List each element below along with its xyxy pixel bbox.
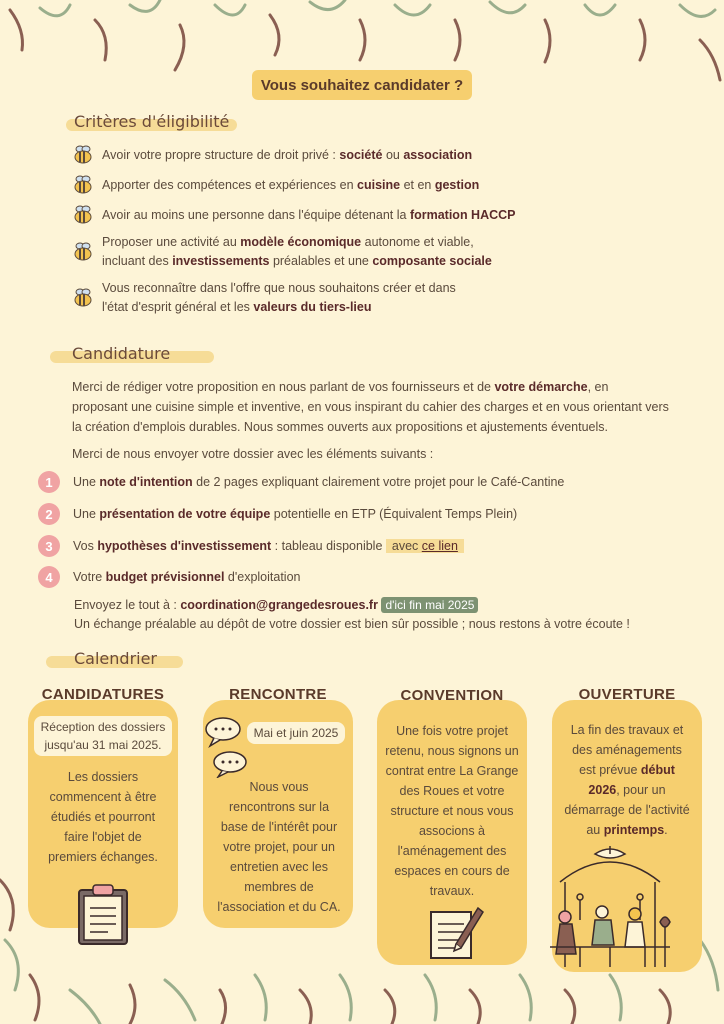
criteria-item: Avoir au moins une personne dans l'équipe détenant la formation HACCP <box>72 204 516 226</box>
step-number: 3 <box>38 535 60 557</box>
criteria-item: Avoir votre propre structure de droit privé : société ou association <box>72 144 472 166</box>
date-chip: Réception des dossiers jusqu'au 31 mai 2025. <box>34 716 172 756</box>
exchange-line: Un échange préalable au dépôt de votre dossier est bien sûr possible ; nous restons à votre écoute ! <box>74 617 630 631</box>
step-item: 1 Une note d'intention de 2 pages expliquant clairement votre projet pour le Café-Cantine <box>38 471 564 493</box>
criteria-item: Apporter des compétences et expériences en cuisine et en gestion <box>72 174 479 196</box>
investment-link[interactable]: avec ce lien <box>386 539 464 553</box>
date-chip: Mai et juin 2025 <box>247 722 345 744</box>
step-number: 2 <box>38 503 60 525</box>
card-title: RENCONTRE <box>229 686 327 703</box>
step-item: 2 Une présentation de votre équipe potentielle en ETP (Équivalent Temps Plein) <box>38 503 517 525</box>
card-body: La fin des travaux et des aménagements est prévue début 2026, pour un démarrage de l'activité au printemps. <box>564 723 690 837</box>
criteria-item: Vous reconnaître dans l'offre que nous souhaitons créer et dans l'état d'esprit général et les valeurs du tiers-lieu <box>72 279 456 317</box>
card-body: Les dossiers commencent à être étudiés et pourront faire l'objet de premiers échanges. <box>48 770 158 864</box>
bee-icon <box>72 241 94 263</box>
step-item: 3 Vos hypothèses d'investissement : tableau disponible avec ce lien <box>38 535 464 557</box>
send-line: Envoyez le tout à : coordination@grangedesroues.fr d'ici fin mai 2025 <box>74 595 674 615</box>
list-intro: Merci de nous envoyer votre dossier avec les éléments suivants : <box>72 447 434 461</box>
candidature-intro: Merci de rédiger votre proposition en nous parlant de vos fournisseurs et de votre démarche, en proposant une cuisine simple et inventive, en vous inspirant du cahier des charges et en vous orientant vers la création d'emplois durables. Nous sommes ouverts aux propositions et ajustements éventuels. <box>72 380 669 434</box>
card-body: Une fois votre projet retenu, nous signons un contrat entre La Grange des Roues et votre structure et nous vous associons à l'aménagement des espaces en cours de travaux. <box>385 724 519 898</box>
step-number: 4 <box>38 566 60 588</box>
card-title: CANDIDATURES <box>41 686 165 703</box>
deadline-badge: d'ici fin mai 2025 <box>381 597 478 613</box>
bee-icon <box>72 287 94 309</box>
clipboard-icon <box>76 884 130 946</box>
document-pen-icon <box>428 902 484 960</box>
card-body: Nous vous rencontrons sur la base de l'intérêt pour votre projet, pour un entretien avec les membres de l'association et du CA. <box>217 780 341 914</box>
candidature-heading: Candidature <box>72 344 170 363</box>
card-title: OUVERTURE <box>578 686 676 703</box>
email-link[interactable]: coordination@grangedesroues.fr <box>180 598 378 612</box>
bee-icon <box>72 174 94 196</box>
bee-icon <box>72 204 94 226</box>
criteria-heading: Critères d'éligibilité <box>74 112 229 131</box>
calendar-heading: Calendrier <box>74 649 157 668</box>
page-title: Vous souhaitez candidater ? <box>252 70 472 100</box>
card-title: CONVENTION <box>400 687 504 704</box>
step-number: 1 <box>38 471 60 493</box>
step-item: 4 Votre budget prévisionnel d'exploitation <box>38 566 301 588</box>
cafe-terrace-icon <box>540 842 680 972</box>
criteria-item: Proposer une activité au modèle économique autonome et viable, incluant des investissements préalables et une composante sociale <box>72 233 492 271</box>
bee-icon <box>72 144 94 166</box>
speech-bubbles-icon <box>204 716 248 778</box>
